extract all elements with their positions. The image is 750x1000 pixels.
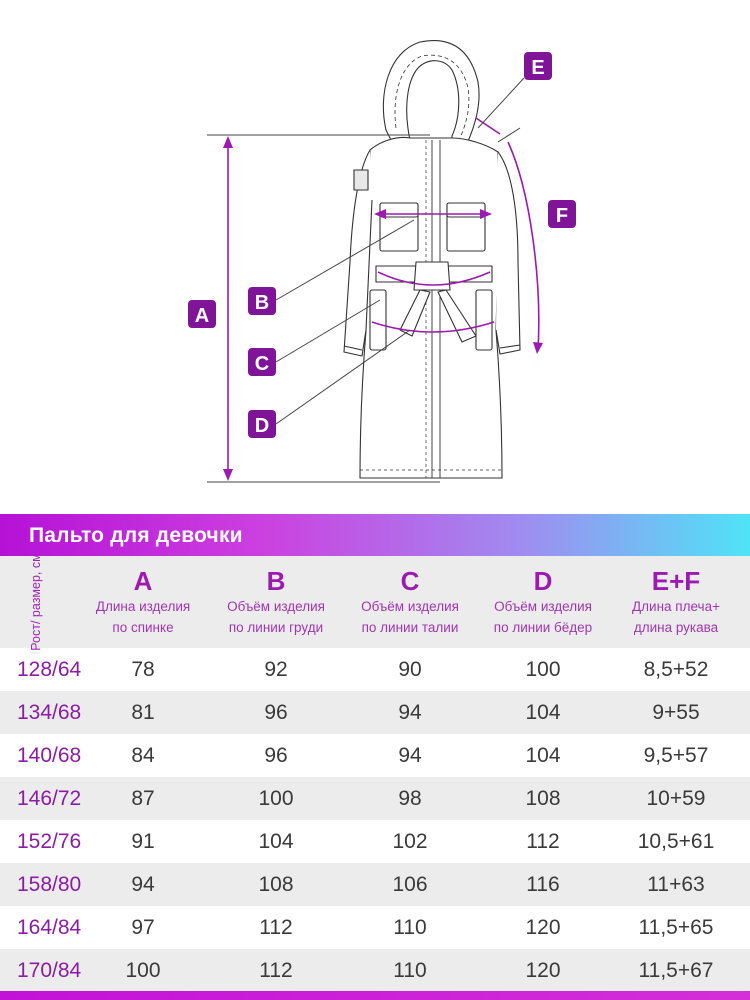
column-desc-line1: Объём изделия [227,599,325,614]
table-row [0,777,750,820]
value-cell: 94 [398,744,422,767]
value-cell: 96 [264,701,288,724]
value-cell: 90 [398,658,422,681]
value-cell: 112 [259,959,293,982]
svg-text:A: A [194,305,210,327]
svg-text:E: E [531,57,545,79]
bottom-accent-bar [0,991,750,1000]
value-cell: 11,5+65 [638,916,714,939]
column-desc-line2: по линии талии [361,620,459,635]
svg-text:F: F [555,205,569,227]
svg-text:D: D [254,415,270,437]
value-cell: 11,5+67 [638,959,714,982]
value-cell: 120 [525,916,561,939]
coat-illustration [344,41,520,478]
value-cell: 92 [264,658,288,681]
column-desc-line1: Объём изделия [494,599,592,614]
value-cell: 9+55 [652,701,700,724]
value-cell: 91 [131,830,155,853]
table-row [0,691,750,734]
label-badge-a [188,300,216,328]
value-cell: 10+59 [646,787,706,810]
value-cell: 108 [258,873,294,896]
column-header-ef [609,556,743,638]
column-desc-line2: длина рукава [633,620,719,635]
label-badge-b [248,287,276,315]
size-cell: 146/72 [17,787,82,810]
value-cell: 120 [525,959,561,982]
value-cell: 97 [131,916,155,939]
label-badge-e [524,52,552,80]
value-cell: 110 [393,916,427,939]
title-banner [0,514,750,556]
value-cell: 100 [125,959,161,982]
column-letter: D [533,566,553,596]
column-desc-line1: Длина изделия [95,599,191,614]
value-cell: 102 [392,830,428,853]
banner-title: Пальто для девочки [29,524,243,547]
column-desc-line2: по линии бёдер [493,620,593,635]
column-desc-line2: по спинке [112,620,174,635]
size-cell: 128/64 [17,658,82,681]
column-header-b [209,556,343,638]
column-letter: B [266,566,286,596]
column-desc-line1: Объём изделия [361,599,459,614]
value-cell: 87 [131,787,155,810]
table-row [0,949,750,992]
value-cell: 78 [131,658,155,681]
size-column-header: Рост/ размер, см [29,553,43,651]
value-cell: 84 [131,744,155,767]
svg-text:C: C [254,353,270,375]
value-cell: 106 [392,873,428,896]
value-cell: 10,5+61 [637,830,715,853]
value-cell: 104 [525,701,561,724]
column-letter: E+F [651,566,701,596]
value-cell: 96 [264,744,288,767]
size-cell: 134/68 [17,701,82,724]
value-cell: 100 [525,658,561,681]
column-desc-line1: Длина плеча+ [632,599,720,614]
value-cell: 8,5+52 [643,658,709,681]
value-cell: 112 [526,830,560,853]
table-row [0,820,750,863]
size-cell: 164/84 [17,916,82,939]
column-letter: A [133,566,153,596]
value-cell: 116 [526,873,560,896]
value-cell: 11+63 [647,873,705,896]
size-cell: 140/68 [17,744,82,767]
column-header-d [476,556,610,638]
size-cell: 170/84 [17,959,82,982]
column-letter: C [400,566,420,596]
table-row [0,863,750,906]
value-cell: 81 [131,701,155,724]
value-cell: 98 [398,787,422,810]
value-cell: 104 [525,744,561,767]
value-cell: 9,5+57 [643,744,709,767]
table-row [0,648,750,691]
table-header [0,553,750,651]
label-badge-d [248,410,276,438]
value-cell: 112 [259,916,293,939]
size-cell: 152/76 [17,830,82,853]
label-badge-c [248,348,276,376]
value-cell: 94 [398,701,422,724]
column-desc-line2: по линии груди [228,620,324,635]
label-badge-f [548,200,576,228]
svg-text:B: B [254,292,270,314]
value-cell: 94 [131,873,155,896]
value-cell: 110 [393,959,427,982]
size-cell: 158/80 [17,873,82,896]
value-cell: 104 [258,830,294,853]
value-cell: 108 [525,787,561,810]
column-header-c [343,556,477,638]
value-cell: 100 [258,787,294,810]
table-row [0,734,750,777]
column-header-a [76,556,210,638]
table-row [0,906,750,949]
